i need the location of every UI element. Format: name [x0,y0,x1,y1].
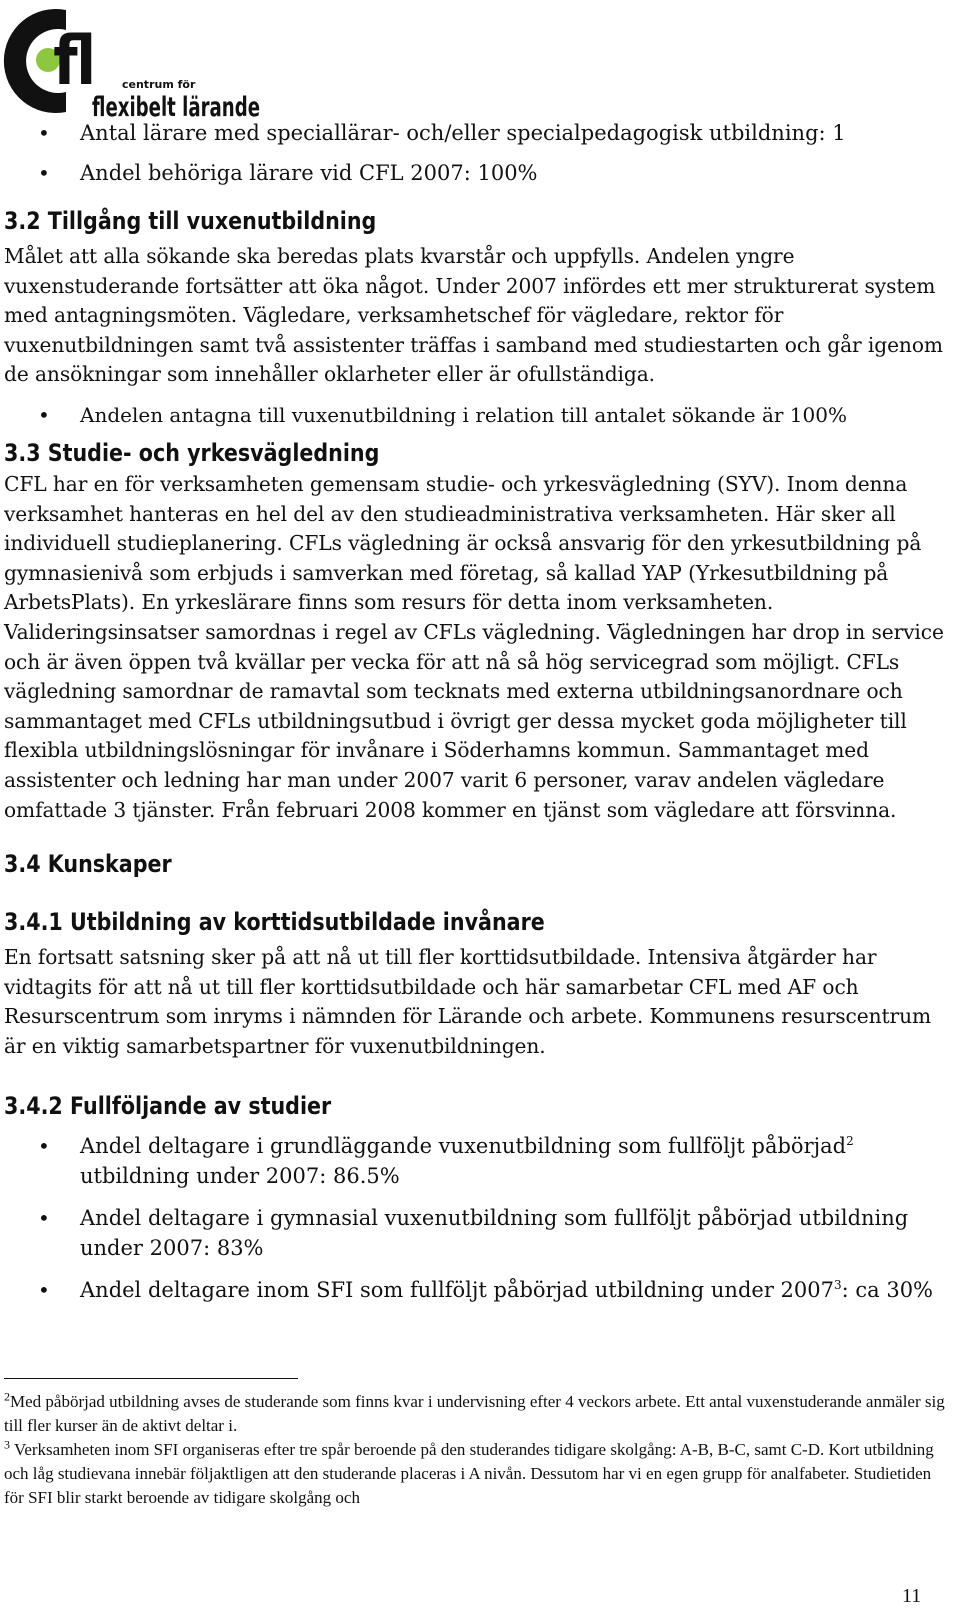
logo-small-line: centrum för [122,78,196,91]
logo-letters: fl [53,20,97,101]
footnote-ref-2: 2 [846,1134,854,1149]
footnote-mark-3: 3 [4,1437,10,1452]
bullet-sfi-rest: : ca 30% [841,1278,934,1303]
heading-3-4-1: 3.4.1 Utbildning av korttidsutbildade invånare [4,908,545,937]
footnote-mark-2: 2 [4,1389,10,1404]
logo-big-line: flexibelt lärande [92,92,260,123]
bullet-basic-adult-ed [4,1131,954,1191]
page-number: 11 [902,1585,922,1607]
footnote-2-text: Med påbörjad utbildning avses de studerande som finns kvar i undervisning efter 4 veckors arbete. Ett antal vuxenstuderande anmäler sig till fler kurser än de aktivt deltar i. [4,1392,945,1435]
top-bullet-list [4,118,954,188]
paragraph-3-4-1: En fortsatt satsning sker på att nå ut till fler korttidsutbildade. Intensiva åtgärder har vidtagits för att nå ut till fler korttidsutbildade och här samarbetar CFL med AF och Resurscentrum som inryms i nämnden för Lärande och arbete. Kommunens resurscentrum är en viktig samarbetspartner för vuxenutbildningen. [4,945,932,1058]
footnote-3 [4,1438,954,1510]
heading-3-3: 3.3 Studie- och yrkesvägledning [4,438,380,467]
bullet-basic-text: Andel deltagare i grundläggande vuxenutbildning som fullföljt påbörjad [80,1134,847,1159]
bullet-list-3-2 [4,400,954,430]
bullet-admitted-share: • Andelen antagna till vuxenutbildning i relation till antalet sökande är 100% [4,400,954,430]
footnote-2 [4,1390,954,1438]
bullet-teachers-qualified: • Andel behöriga lärare vid CFL 2007: 100% [4,158,954,188]
bullet-teachers-special: • Antal lärare med speciallärar- och/eller specialpedagogisk utbildning: 1 [4,118,954,148]
bullet-upper-secondary: • Andel deltagare i gymnasial vuxenutbildning som fullföljt påbörjad utbildning under 2007: 83% [4,1203,954,1263]
footnotes [4,1390,954,1510]
cfl-logo [4,0,266,122]
bullet-sfi [4,1275,954,1305]
heading-3-2: 3.2 Tillgång till vuxenutbildning [4,207,377,235]
heading-3-4: 3.4 Kunskaper [4,850,172,879]
page-content [4,118,954,1305]
footnote-divider [4,1378,298,1379]
bullet-basic-rest: utbildning under 2007: 86.5% [80,1164,400,1189]
paragraph-3-2: Målet att alla sökande ska beredas plats kvarstår och uppfylls. Andelen yngre vuxenstuderande fortsätter att öka något. Under 2007 infördes ett mer strukturerat system med antagningsmöten. Vägledare, verksamhetschef för vägledare, rektor för vuxenutbildningen samt två assistenter träffas i samband med studiestarten och går igenom de ansökningar som innehåller oklarheter eller är ofullständiga. [4,244,943,387]
bullet-sfi-text: Andel deltagare inom SFI som fullföljt påbörjad utbildning under 2007 [80,1278,834,1303]
footnote-3-text: Verksamheten inom SFI organiseras efter tre spår beroende på den studerandes tidigare skolgång: A-B, B-C, samt C-D. Kort utbildning och låg studievana innebär följaktligen att den studerande placeras i A nivån. Dessutom har vi en egen grupp för analfabeter. Studietiden för SFI blir starkt beroende av tidigare skolgång och [4,1440,934,1507]
paragraph-3-3: CFL har en för verksamheten gemensam studie- och yrkesvägledning (SYV). Inom denna verksamhet hanteras en hel del av den studieadministrativa verksamheten. Här sker all individuell studieplanering. CFLs vägledning är också ansvarig för den yrkesutbildning på gymnasienivå som erbjuds i samverkan med företag, så kallad YAP (Yrkesutbildning på ArbetsPlats). En yrkeslärare finns som resurs för detta inom verksamheten. Valideringsinsatser samordnas i regel av CFLs vägledning. Vägledningen har drop in service och är även öppen två kvällar per vecka för att nå så hög servicegrad som möjligt. CFLs vägledning samordnar de ramavtal som tecknats med externa utbildningsanordnare och sammantaget med CFLs utbildningsutbud i övrigt ger dessa mycket goda möjligheter till flexibla utbildningslösningar för invånare i Söderhamns kommun. Sammantaget med assistenter och ledning har man under 2007 varit 6 personer, varav andelen vägledare omfattade 3 tjänster. Från februari 2008 kommer en tjänst som vägledare att försvinna. [4,471,944,822]
bullet-list-3-4-2 [4,1131,954,1305]
footnote-ref-3: 3 [833,1278,842,1293]
heading-3-4-2: 3.4.2 Fullföljande av studier [4,1092,332,1121]
